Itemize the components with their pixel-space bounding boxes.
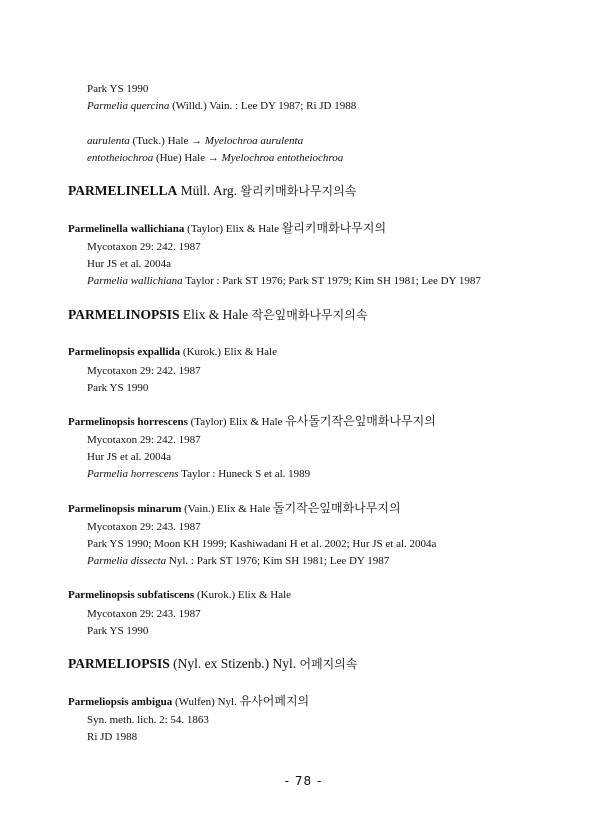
species-author: (Kurok.) Elix & Hale: [180, 346, 277, 358]
reference-line: Mycotaxon 29: 242. 1987: [87, 365, 201, 377]
synonym-redirect: [87, 134, 303, 148]
reference-line: Mycotaxon 29: 242. 1987: [87, 241, 201, 253]
species-author: (Vain.) Elix & Hale: [181, 503, 274, 515]
reference-line: Park YS 1990: [87, 625, 149, 637]
species-author: (Taylor) Elix & Hale: [187, 416, 286, 428]
synonym-name: Parmelia horrescens: [87, 468, 179, 480]
genus-heading: [68, 655, 357, 673]
genus-korean-name: 작은잎매화나무지의속: [251, 308, 368, 322]
synonym-citation: Nyl. : Park ST 1976; Kim SH 1981; Lee DY 1987: [166, 555, 390, 567]
epithet: aurulenta: [87, 135, 130, 147]
species-korean-name: 유사어페지의: [239, 694, 310, 708]
species-name: Parmelinopsis minarum: [68, 503, 182, 515]
genus-heading: [68, 182, 356, 200]
synonym-redirect: [87, 151, 343, 165]
species-heading: [68, 694, 309, 709]
species-heading: [68, 221, 386, 236]
genus-heading: [68, 306, 367, 324]
redirect-author: (Hue) Hale →: [153, 152, 222, 164]
synonym-name: Parmelia wallichiana: [87, 275, 183, 287]
species-name: Parmelinopsis horrescens: [68, 416, 188, 428]
species-heading: [68, 345, 277, 359]
species-heading: [68, 414, 436, 429]
species-name: Parmelinopsis expallida: [68, 346, 181, 358]
reference-line: Park YS 1990; Moon KH 1999; Kashiwadani H et al. 2002; Hur JS et al. 2004a: [87, 538, 437, 550]
reference-line: Mycotaxon 29: 242. 1987: [87, 434, 201, 446]
genus-korean-name: 왈리키매화나무지의속: [240, 184, 357, 198]
genus-name: PARMELINELLA: [68, 183, 178, 198]
synonym-line: [87, 554, 389, 568]
species-name: Parmelinella wallichiana: [68, 223, 185, 235]
reference-line: Hur JS et al. 2004a: [87, 451, 172, 463]
genus-author: (Nyl. ex Stizenb.) Nyl.: [169, 656, 300, 671]
synonym-name: Parmelia quercina: [87, 100, 170, 112]
genus-name: PARMELIOPSIS: [68, 656, 170, 671]
reference-line: Park YS 1990: [87, 382, 149, 394]
synonym-citation: Taylor : Park ST 1976; Park ST 1979; Kim SH 1981; Lee DY 1987: [182, 275, 481, 287]
genus-author: Müll. Arg.: [177, 183, 241, 198]
synonym-line: [87, 467, 310, 481]
epithet: entotheiochroa: [87, 152, 154, 164]
species-name: Parmelinopsis subfatiscens: [68, 589, 195, 601]
species-author: (Kurok.) Elix & Hale: [194, 589, 292, 601]
reference-line: Syn. meth. lich. 2: 54. 1863: [87, 714, 209, 726]
species-heading: [68, 588, 291, 602]
synonym-citation: Taylor : Huneck S et al. 1989: [178, 468, 311, 480]
redirect-author: (Tuck.) Hale →: [129, 135, 205, 147]
species-name: Parmeliopsis ambigua: [68, 696, 173, 708]
genus-name: PARMELINOPSIS: [68, 307, 180, 322]
reference-line: Ri JD 1988: [87, 731, 138, 743]
synonym-citation: (Willd.) Vain. : Lee DY 1987; Ri JD 1988: [169, 100, 357, 112]
synonym-line: [87, 274, 481, 288]
synonym-name: Parmelia dissecta: [87, 555, 167, 567]
redirect-target: Myelochroa aurulenta: [204, 135, 304, 147]
species-korean-name: 유사돌기작은잎매화나무지의: [285, 414, 436, 428]
reference-line: Mycotaxon 29: 243. 1987: [87, 521, 201, 533]
reference-line: Mycotaxon 29: 243. 1987: [87, 608, 201, 620]
reference-line: Hur JS et al. 2004a: [87, 258, 172, 270]
species-korean-name: 돌기작은잎매화나무지의: [273, 501, 401, 515]
redirect-target: Myelochroa entotheiochroa: [221, 152, 344, 164]
species-korean-name: 왈리키매화나무지의: [281, 221, 387, 235]
species-author: (Taylor) Elix & Hale: [184, 223, 282, 235]
genus-author: Elix & Hale: [179, 307, 252, 322]
genus-korean-name: 어페지의속: [299, 657, 358, 671]
page-number: - 78 -: [284, 774, 323, 788]
species-author: (Wulfen) Nyl.: [172, 696, 240, 708]
synonym-line: [87, 99, 356, 113]
reference-line: Park YS 1990: [87, 83, 149, 95]
species-heading: [68, 501, 401, 516]
